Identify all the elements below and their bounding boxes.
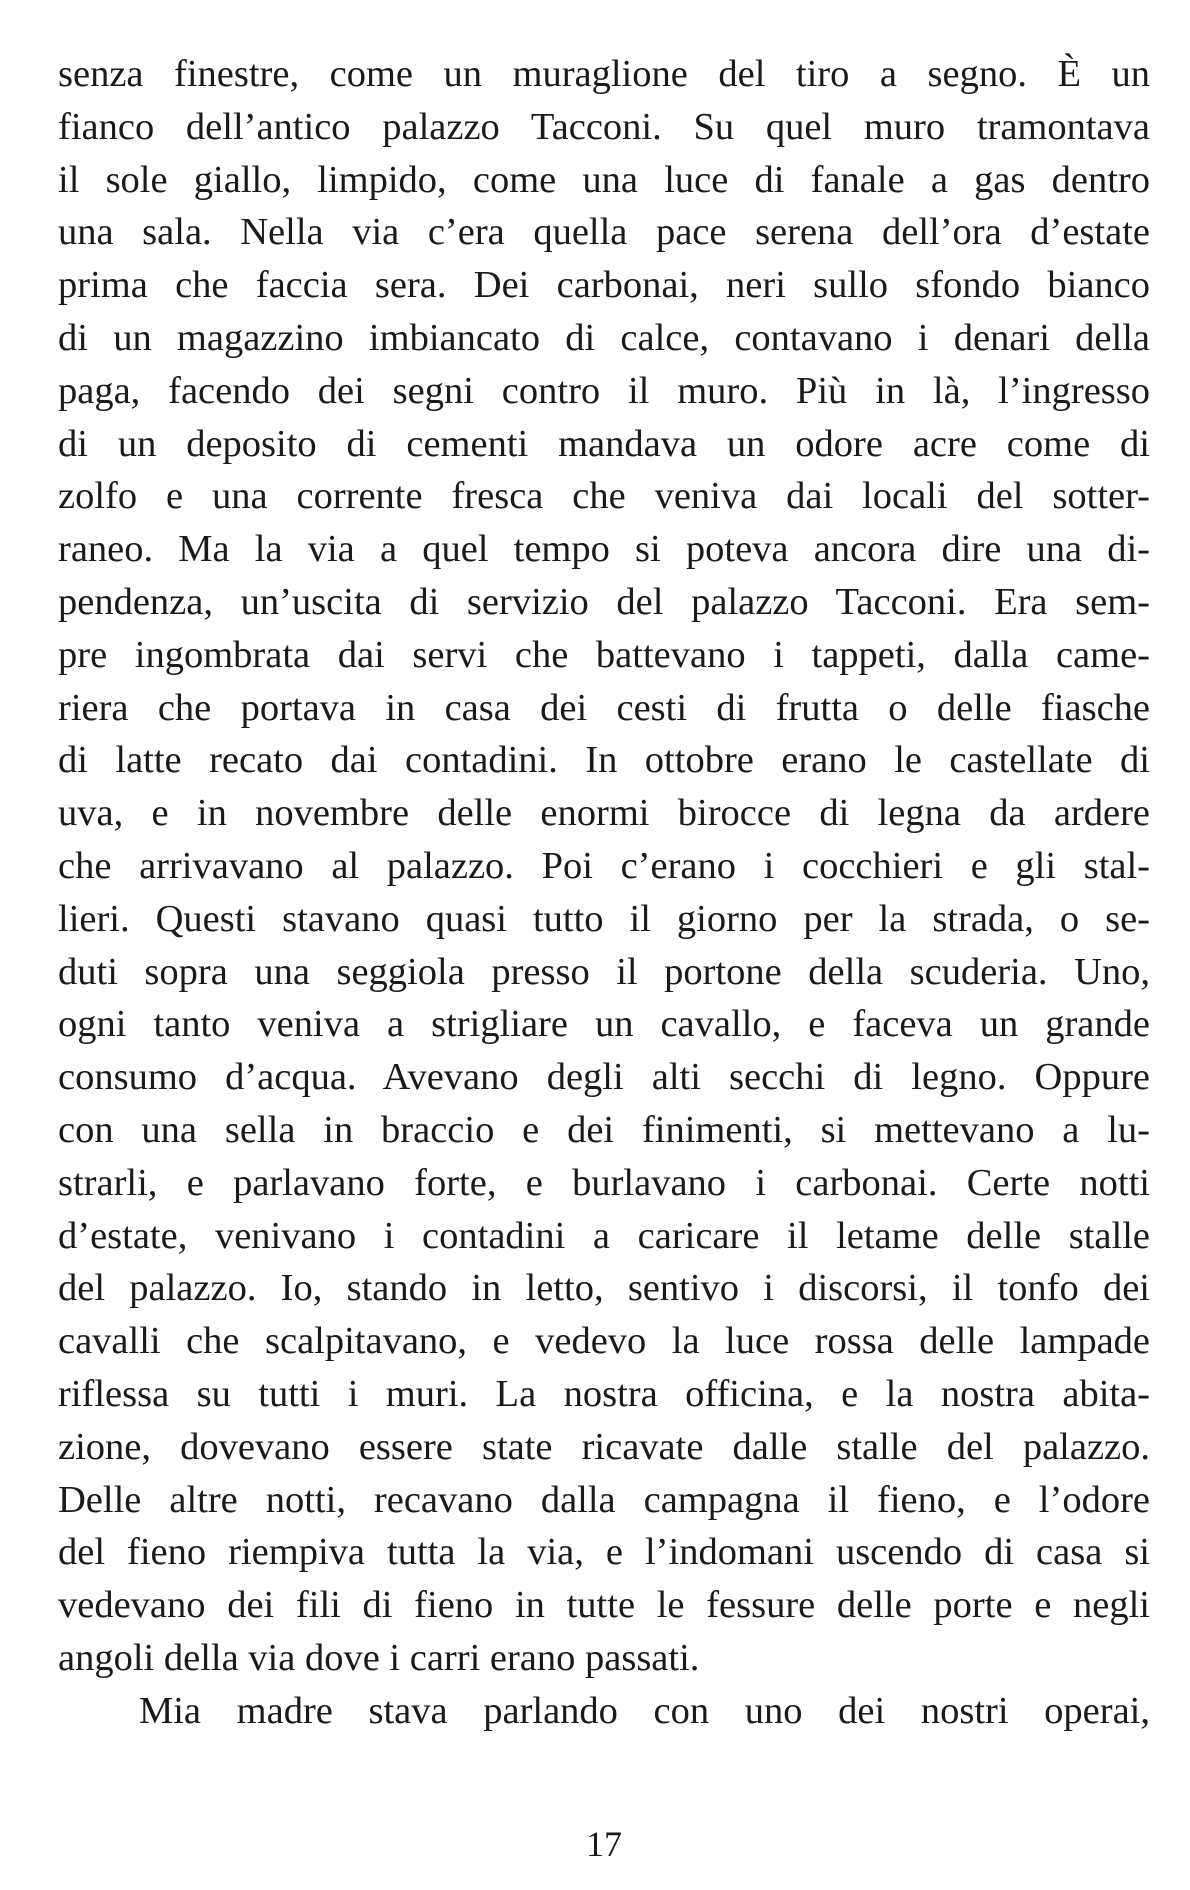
text-line: Delle altre notti, recavano dalla campagna il fieno, e l’odore [58,1478,1150,1521]
text-line: uva, e in novembre delle enormi birocce di legna da ardere [58,792,1150,835]
book-page [58,48,1150,1864]
text-line: strarli, e parlavano forte, e burlavano i carbonai. Certe notti [58,1161,1150,1204]
text-line: di latte recato dai contadini. In ottobre erano le castellate di [58,739,1150,782]
text-line: raneo. Ma la via a quel tempo si poteva ancora dire una di- [58,528,1150,571]
text-line: pendenza, un’uscita di servizio del palazzo Tacconi. Era sem- [58,580,1150,623]
body-text [58,48,1150,1738]
text-line: zolfo e una corrente fresca che veniva dai locali del sotter- [58,475,1150,518]
text-line: paga, facendo dei segni contro il muro. Più in là, l’ingresso [58,369,1150,412]
text-line: il sole giallo, limpido, come una luce di fanale a gas dentro [58,158,1150,201]
text-line: del palazzo. Io, stando in letto, sentivo i discorsi, il tonfo dei [58,1267,1150,1310]
text-line: d’estate, venivano i contadini a caricare il letame delle stalle [58,1214,1150,1257]
text-line: duti sopra una seggiola presso il portone della scuderia. Uno, [58,950,1150,993]
text-line: cavalli che scalpitavano, e vedevo la luce rossa delle lampade [58,1320,1150,1363]
text-line: che arrivavano al palazzo. Poi c’erano i cocchieri e gli stal- [58,844,1150,887]
text-line: consumo d’acqua. Avevano degli alti secchi di legno. Oppure [58,1056,1150,1099]
text-line: vedevano dei fili di fieno in tutte le fessure delle porte e negli [58,1584,1150,1627]
text-line: prima che faccia sera. Dei carbonai, neri sullo sfondo bianco [58,264,1150,307]
text-line: riera che portava in casa dei cesti di frutta o delle fiasche [58,686,1150,729]
text-line: Mia madre stava parlando con uno dei nostri operai, [139,1689,1150,1732]
page-number: 17 [586,1824,622,1864]
text-line: di un deposito di cementi mandava un odore acre come di [58,422,1150,465]
text-line: lieri. Questi stavano quasi tutto il giorno per la strada, o se- [58,897,1150,940]
text-line: del fieno riempiva tutta la via, e l’indomani uscendo di casa si [58,1531,1150,1574]
text-line: con una sella in braccio e dei finimenti, si mettevano a lu- [58,1108,1150,1151]
text-line: ogni tanto veniva a strigliare un cavallo, e faceva un grande [58,1003,1150,1046]
text-line: di un magazzino imbiancato di calce, contavano i denari della [58,316,1150,359]
text-line: una sala. Nella via c’era quella pace serena dell’ora d’estate [58,211,1150,254]
text-line: senza finestre, come un muraglione del tiro a segno. È un [58,53,1150,95]
text-line: pre ingombrata dai servi che battevano i tappeti, dalla came- [58,633,1150,676]
text-line: riflessa su tutti i muri. La nostra officina, e la nostra abita- [58,1372,1150,1415]
text-line: angoli della via dove i carri erano passati. [58,1636,700,1679]
text-line: zione, dovevano essere state ricavate dalle stalle del palazzo. [58,1425,1150,1468]
text-line: fianco dell’antico palazzo Tacconi. Su quel muro tramontava [58,105,1150,148]
